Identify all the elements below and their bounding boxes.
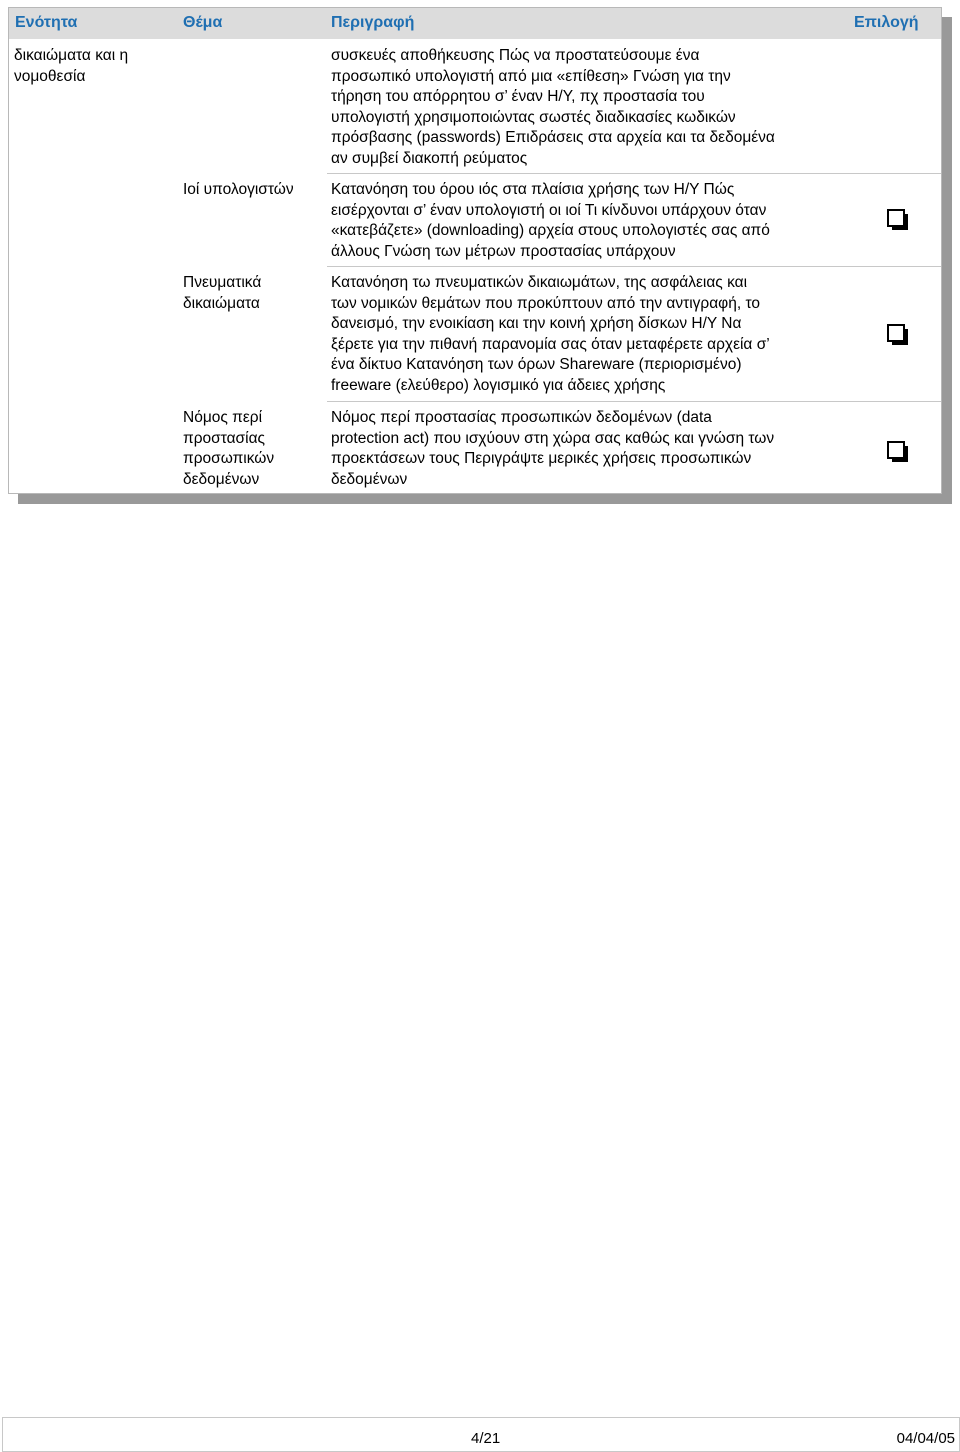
row-3-description-line: ένα δίκτυο Κατανόηση των όρων Shareware (περιορισμένο) bbox=[331, 356, 742, 374]
row-4-topic-line: προσωπικών bbox=[183, 450, 275, 468]
table-header bbox=[9, 8, 941, 39]
row-1-section-line: νομοθεσία bbox=[14, 67, 86, 85]
row-1-description-line: τήρηση του απόρρητου σ’ έναν Η/Υ, πχ προστασία του bbox=[331, 88, 705, 106]
row-2-description bbox=[331, 180, 770, 262]
row-4-description-line: Νόμος περί προστασίας προσωπικών δεδομένων (data bbox=[331, 409, 712, 426]
row-divider bbox=[327, 173, 941, 174]
row-3-description-line: ξέρετε για την πιθανή παρανομία σας όταν μεταφέρετε αρχεία σ’ bbox=[331, 335, 770, 353]
row-4-topic-line: Νόμος περί bbox=[183, 409, 263, 426]
footer-date: 04/04/05 bbox=[896, 1430, 955, 1447]
row-1-description-line: αν συμβεί διακοπή ρεύματος bbox=[331, 149, 528, 167]
row-2-checkbox[interactable] bbox=[887, 209, 905, 227]
row-3-description-line: Κατανόηση τω πνευματικών δικαιωμάτων, της ασφάλειας και bbox=[331, 274, 748, 291]
row-4-topic bbox=[183, 408, 274, 490]
row-4-topic-line: δεδομένων bbox=[183, 470, 260, 488]
row-4-description-line: δεδομένων bbox=[331, 470, 408, 488]
row-3-description-line: των νομικών θεμάτων που προκύπτουν από την αντιγραφή, το bbox=[331, 294, 760, 312]
row-4-description-line: protection act) που ισχύουν στη χώρα σας καθώς και γνώση των bbox=[331, 429, 775, 447]
row-3-description-line: freeware (ελεύθερο) λογισμικό για άδειες χρήσης bbox=[331, 376, 666, 394]
row-1-section-line: δικαιώματα και η bbox=[14, 47, 129, 64]
row-1-section bbox=[14, 46, 128, 87]
row-3-topic bbox=[183, 273, 261, 314]
row-2-topic-line: Ιοί υπολογιστών bbox=[183, 181, 294, 198]
row-3-description bbox=[331, 273, 770, 397]
row-2-description-line: άλλους Γνώση των μέτρων προστασίας υπάρχουν bbox=[331, 242, 676, 260]
row-3-topic-line: δικαιώματα bbox=[183, 294, 260, 312]
row-2-topic bbox=[183, 180, 294, 201]
course-table bbox=[8, 7, 942, 494]
row-2-description-line: «κατεβάζετε» (downloading) αρχεία στους υπολογιστές σας από bbox=[331, 222, 770, 240]
row-2-description-line: εισέρχονται σ’ έναν υπολογιστή οι ιοί Τι κίνδυνοι υπάρχουν όταν bbox=[331, 201, 767, 219]
row-divider bbox=[327, 266, 941, 267]
page-footer bbox=[2, 1417, 960, 1452]
row-4-description bbox=[331, 408, 774, 490]
row-1-description-line: υπολογιστή χρησιμοποιώντας σωστές διαδικασίες κωδικών bbox=[331, 108, 736, 126]
header-topic: Θέμα bbox=[183, 14, 223, 31]
row-4-description-line: προεκτάσεων τους Περιγράψτε μερικές χρήσεις προσωπικών bbox=[331, 450, 752, 468]
header-section: Ενότητα bbox=[15, 14, 78, 31]
row-1-description-line: συσκευές αποθήκευσης Πώς να προστατεύσουμε ένα bbox=[331, 47, 700, 64]
row-2-description-line: Κατανόηση του όρου ιός στα πλαίσια χρήσης των Η/Υ Πώς bbox=[331, 181, 735, 198]
row-3-description-line: δανεισμό, την ενοικίαση και την κοινή χρήση δίσκων Η/Υ Να bbox=[331, 315, 742, 333]
header-description: Περιγραφή bbox=[331, 14, 415, 31]
row-divider bbox=[327, 401, 941, 402]
row-1-description bbox=[331, 46, 775, 170]
row-1-description-line: προσωπικό υπολογιστή από μια «επίθεση» Γνώση για την bbox=[331, 67, 731, 85]
header-choice: Επιλογή bbox=[854, 14, 919, 31]
row-3-topic-line: Πνευματικά bbox=[183, 274, 262, 291]
row-4-checkbox[interactable] bbox=[887, 441, 905, 459]
row-3-checkbox[interactable] bbox=[887, 324, 905, 342]
row-1-description-line: πρόσβασης (passwords) Επιδράσεις στα αρχεία και τα δεδομένα bbox=[331, 129, 775, 147]
page-number: 4/21 bbox=[471, 1430, 501, 1447]
table-body bbox=[8, 7, 942, 494]
row-4-topic-line: προστασίας bbox=[183, 429, 266, 447]
